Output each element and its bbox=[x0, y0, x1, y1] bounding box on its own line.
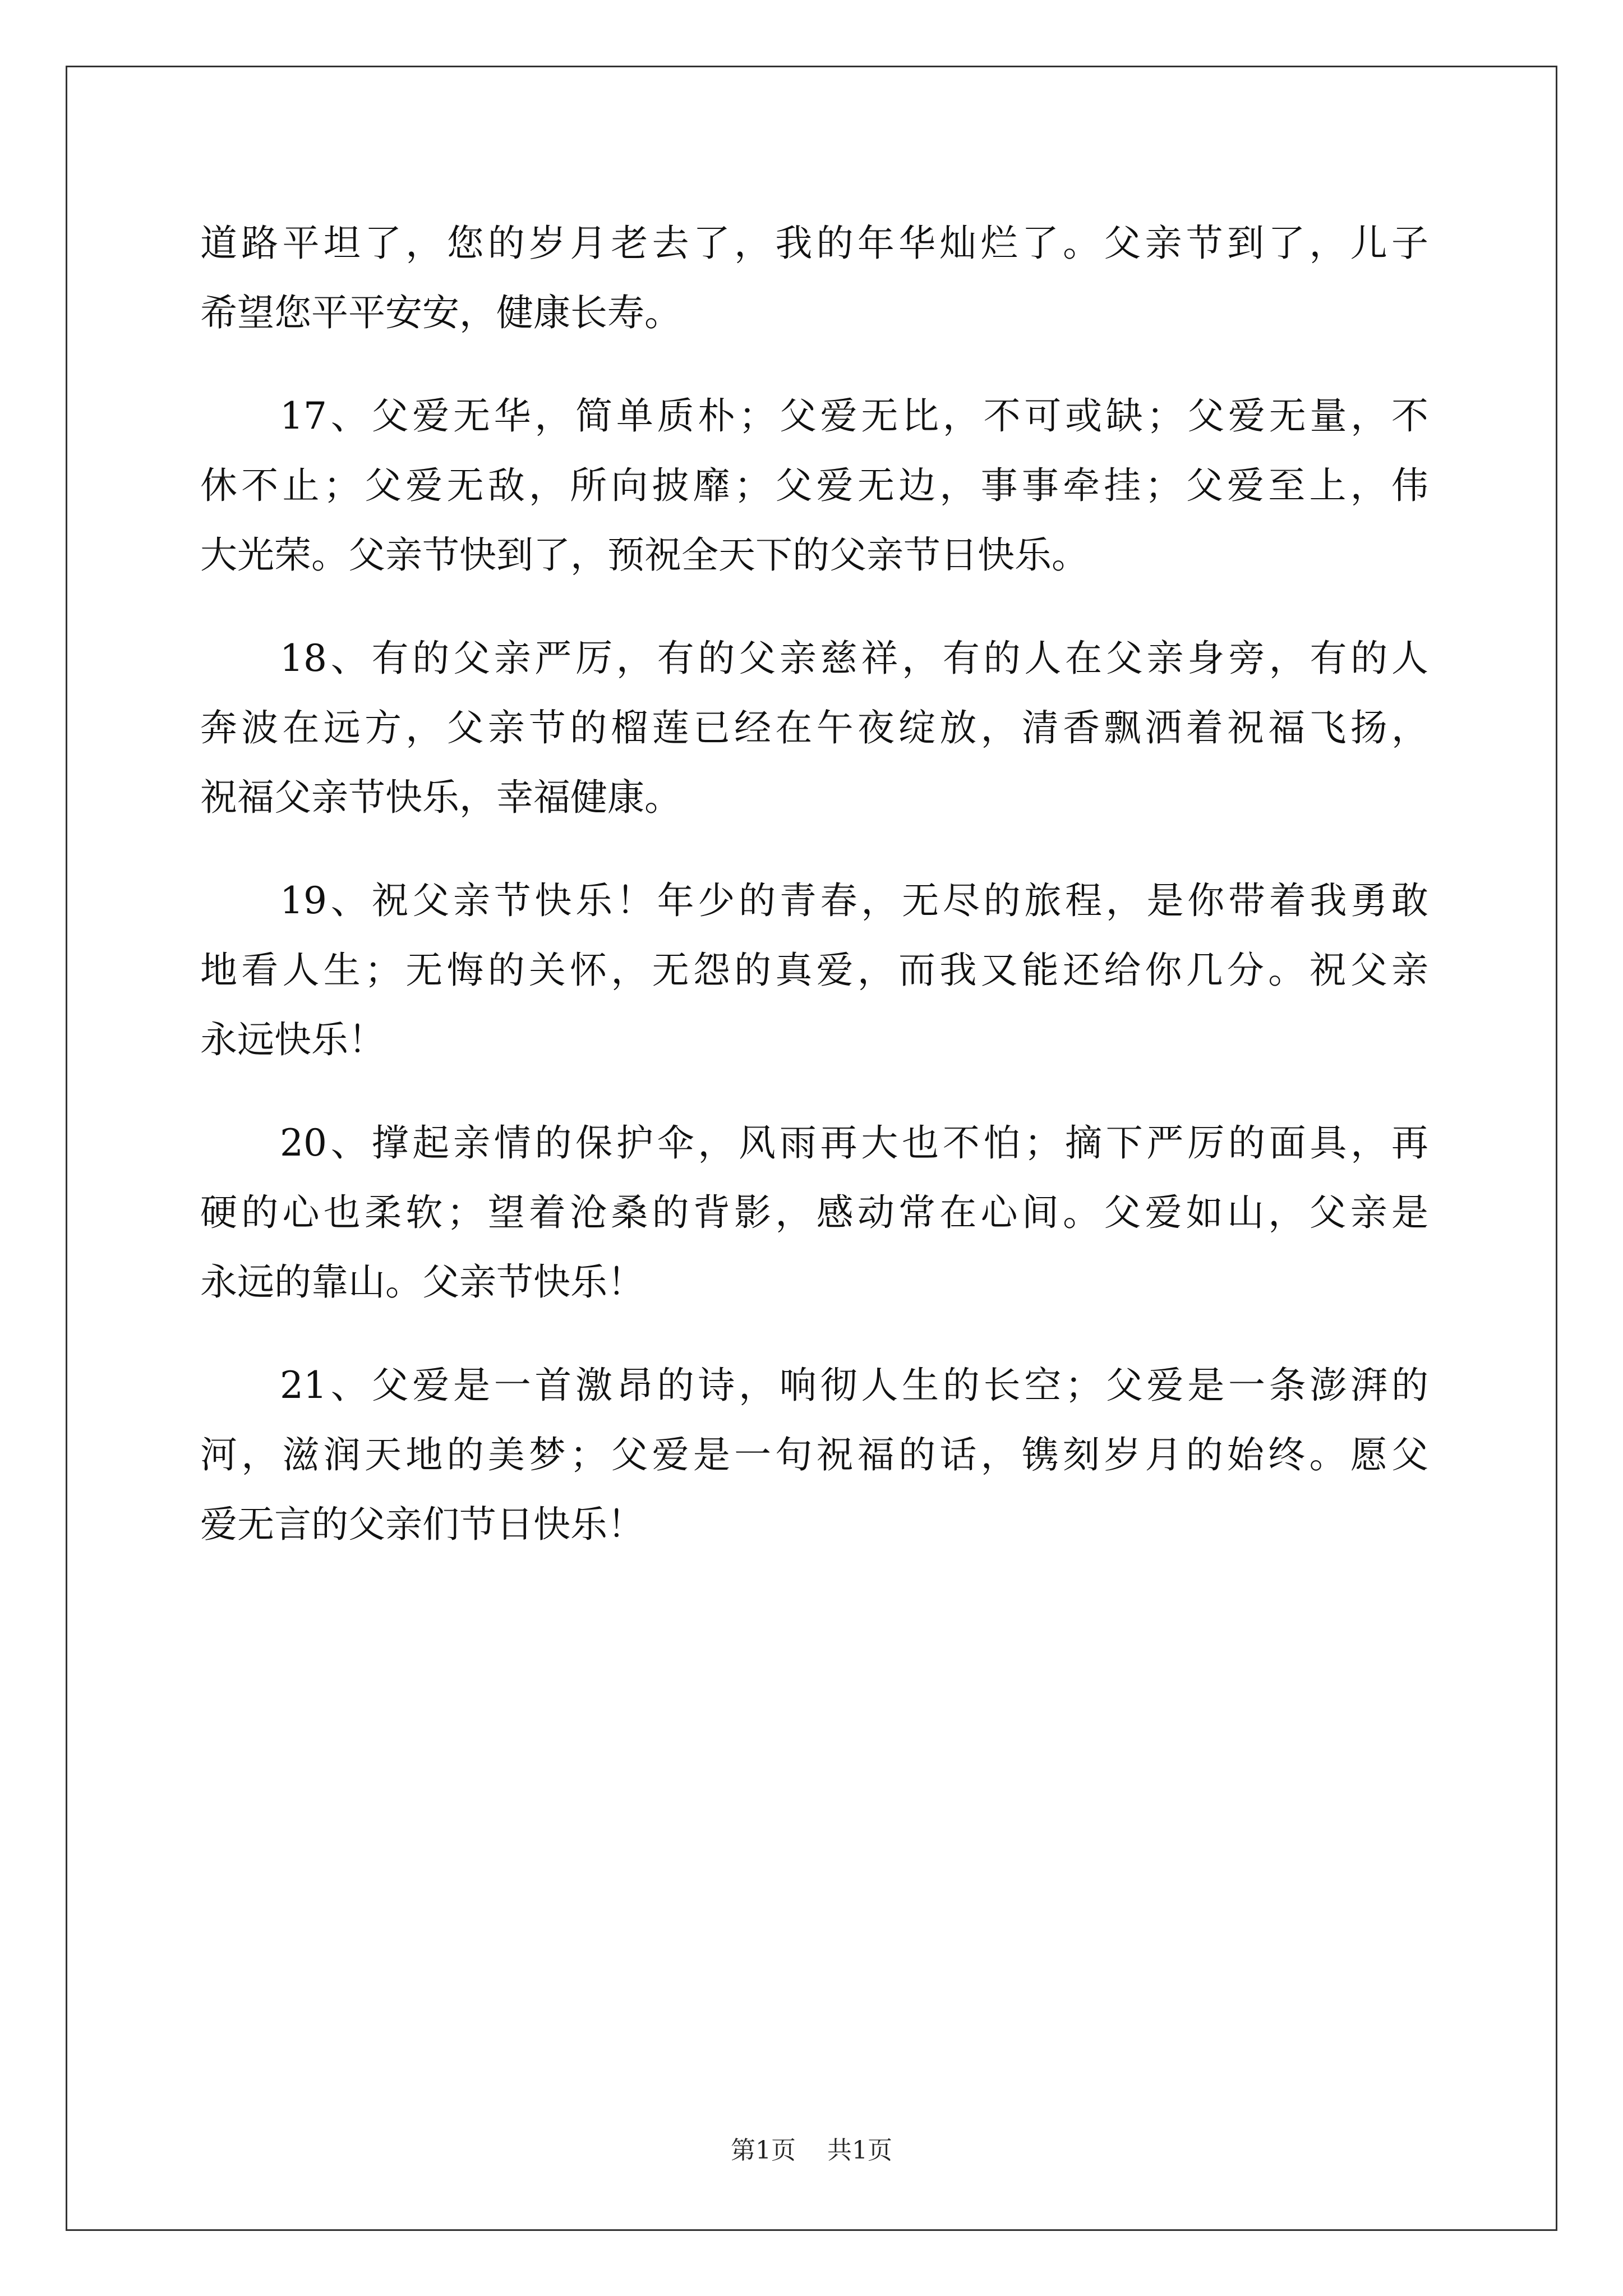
text-line: 17、父爱无华，简单质朴；父爱无比，不可或缺；父爱无量，不 bbox=[280, 394, 1428, 438]
paragraph bbox=[200, 866, 1428, 1075]
text-line: 河，滋润天地的美梦；父爱是一句祝福的话，镌刻岁月的始终。愿父 bbox=[200, 1433, 1428, 1476]
document-body bbox=[200, 209, 1428, 1593]
paragraph bbox=[200, 1108, 1428, 1317]
text-line: 硬的心也柔软；望着沧桑的背影，感动常在心间。父爱如山，父亲是 bbox=[200, 1191, 1428, 1234]
text-line: 希望您平平安安，健康长寿。 bbox=[200, 291, 681, 334]
paragraph bbox=[200, 624, 1428, 832]
text-line: 大光荣。父亲节快到了，预祝全天下的父亲节日快乐。 bbox=[200, 533, 1089, 577]
text-line: 永远的靠山。父亲节快乐！ bbox=[200, 1260, 644, 1304]
page-number: 第1页 bbox=[731, 2136, 796, 2165]
text-line: 地看人生；无悔的关怀，无怨的真爱，而我又能还给你几分。祝父亲 bbox=[200, 949, 1428, 992]
text-line: 21、父爱是一首激昂的诗，响彻人生的长空；父爱是一条澎湃的 bbox=[280, 1364, 1428, 1407]
text-line: 爱无言的父亲们节日快乐！ bbox=[200, 1503, 644, 1546]
text-line: 19、祝父亲节快乐！年少的青春，无尽的旅程，是你带着我勇敢 bbox=[280, 879, 1428, 922]
text-line: 祝福父亲节快乐，幸福健康。 bbox=[200, 776, 681, 819]
text-line: 20、撑起亲情的保护伞，风雨再大也不怕；摘下严厉的面具，再 bbox=[280, 1121, 1428, 1165]
text-line: 休不止；父爱无敌，所向披靡；父爱无边，事事牵挂；父爱至上，伟 bbox=[200, 464, 1428, 507]
text-line: 道路平坦了，您的岁月老去了，我的年华灿烂了。父亲节到了，儿子 bbox=[200, 222, 1428, 265]
text-line: 永远快乐！ bbox=[200, 1018, 385, 1061]
paragraph bbox=[200, 1351, 1428, 1559]
page-footer bbox=[0, 2134, 1623, 2168]
text-line: 奔波在远方，父亲节的榴莲已经在午夜绽放，清香飘洒着祝福飞扬， bbox=[200, 706, 1428, 749]
paragraph bbox=[200, 381, 1428, 590]
paragraph bbox=[200, 209, 1428, 348]
page-total: 共1页 bbox=[827, 2136, 892, 2165]
text-line: 18、有的父亲严厉，有的父亲慈祥，有的人在父亲身旁，有的人 bbox=[280, 637, 1428, 680]
